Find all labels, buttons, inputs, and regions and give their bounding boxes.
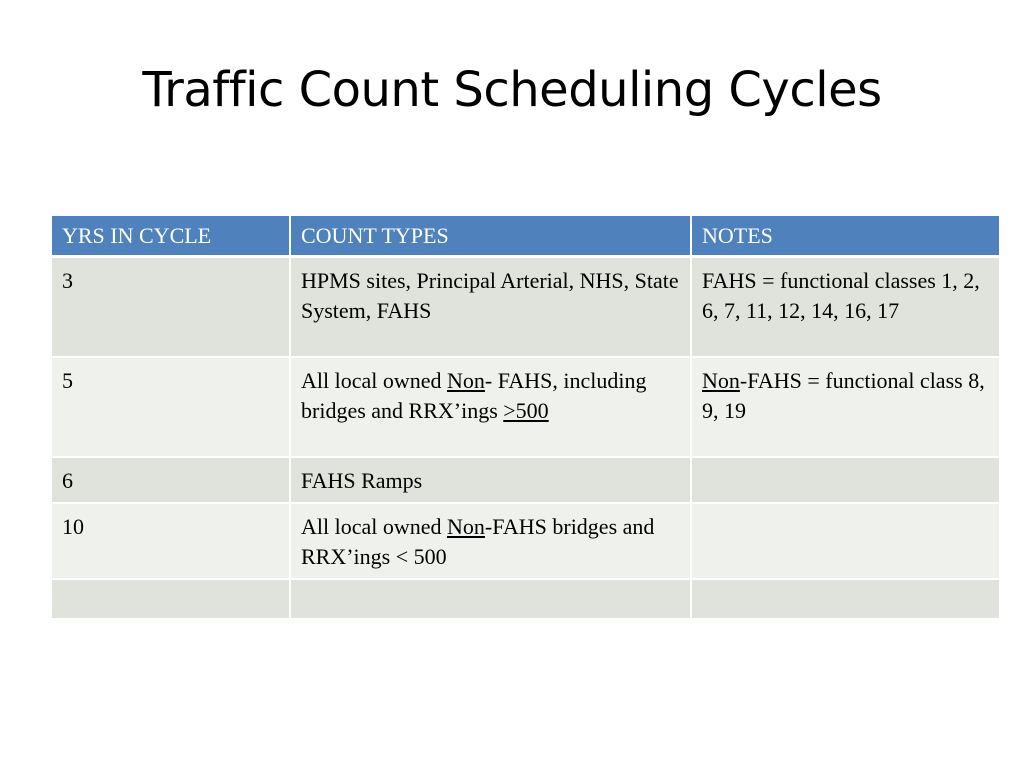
cell-notes [691, 503, 999, 579]
cell-notes [691, 457, 999, 503]
table-row [52, 457, 999, 503]
table-row [52, 257, 999, 358]
text-segment: All local owned [301, 368, 448, 393]
cell-yrs: 5 [52, 357, 290, 457]
header-yrs-in-cycle: YRS IN CYCLE [52, 216, 290, 257]
text-segment: All local owned [301, 514, 448, 539]
table-row [52, 503, 999, 579]
table-row [52, 357, 999, 457]
table-row [52, 579, 999, 619]
text-segment: - FAHS, including bridges and RRX’ings [301, 368, 647, 423]
cell-count-types: HPMS sites, Principal Arterial, NHS, State System, FAHS [290, 257, 691, 358]
slide-title: Traffic Count Scheduling Cycles [142, 62, 882, 118]
cell-yrs: 6 [52, 457, 290, 503]
underlined-text: Non [447, 514, 485, 539]
cell-notes [691, 579, 999, 619]
cell-count-types [290, 357, 691, 457]
cell-count-types [290, 503, 691, 579]
text-segment: -FAHS = functional class 8, 9, 19 [702, 368, 985, 423]
cell-count-types [290, 579, 691, 619]
cell-notes: FAHS = functional classes 1, 2, 6, 7, 11, 12, 14, 16, 17 [691, 257, 999, 358]
underlined-text: Non [702, 368, 740, 393]
text-segment: -FAHS bridges and RRX’ings < 500 [301, 514, 655, 569]
cell-yrs: 3 [52, 257, 290, 358]
cell-yrs: 10 [52, 503, 290, 579]
underlined-text: >500 [503, 398, 549, 423]
header-notes: NOTES [691, 216, 999, 257]
cell-count-types: FAHS Ramps [290, 457, 691, 503]
table-header-row [52, 216, 999, 257]
scheduling-table [52, 216, 999, 620]
header-count-types: COUNT TYPES [290, 216, 691, 257]
underlined-text: Non [447, 368, 485, 393]
cell-notes [691, 357, 999, 457]
cell-yrs [52, 579, 290, 619]
